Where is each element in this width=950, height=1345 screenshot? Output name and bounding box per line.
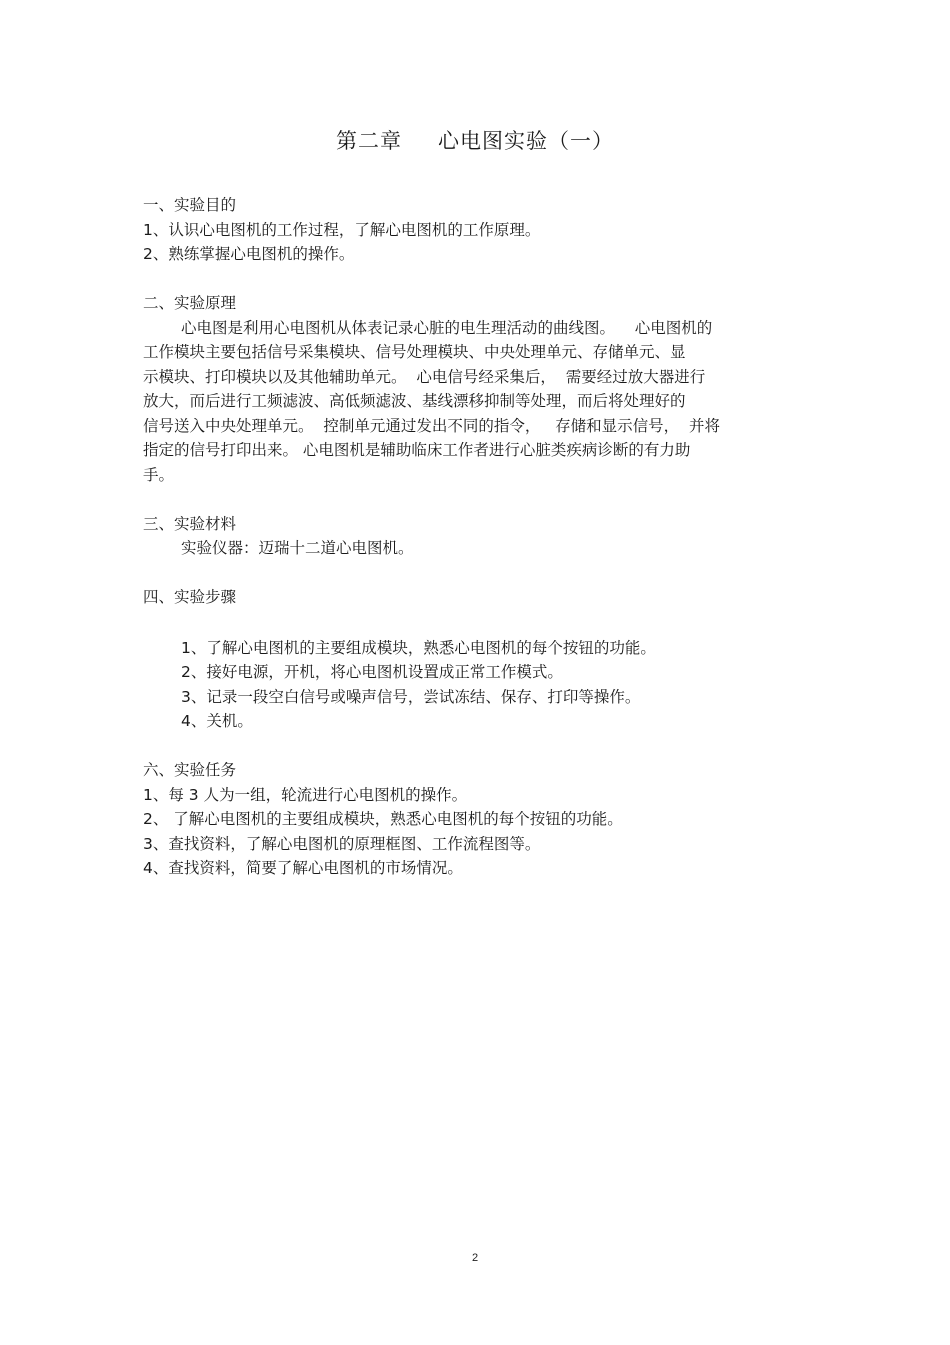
principle-line: 信号送入中央处理单元。 控制单元通过发出不同的指令， 存储和显示信号， 并将 — [143, 416, 720, 435]
principle-line: 手。 — [143, 465, 175, 484]
section-heading-principle: 二、实验原理 — [143, 294, 237, 312]
section-heading-materials: 三、实验材料 — [143, 514, 237, 533]
principle-line: 指定的信号打印出来。 心电图机是辅助临床工作者进行心脏类疾病诊断的有力助 — [143, 441, 691, 459]
principle-line: 工作模块主要包括信号采集模块、信号处理模块、中央处理单元、存储单元、显 — [143, 343, 686, 361]
materials-line: 实验仪器：迈瑞十二道心电图机。 — [181, 539, 414, 557]
page-number: 2 — [471, 1252, 479, 1264]
principle-line: 示模块、打印模块以及其他辅助单元。 心电信号经采集后， 需要经过放大器进行 — [143, 367, 706, 386]
principle-line: 放大，而后进行工频滤波、高低频滤波、基线漂移抑制等处理，而后将处理好的 — [143, 392, 686, 410]
section-heading-steps: 四、实验步骤 — [143, 588, 237, 606]
chapter-name: 心电图实验（一） — [438, 129, 614, 153]
task-item: 1、每 3 人为一组，轮流进行心电图机的操作。 — [143, 785, 468, 804]
purpose-item: 1、认识心电图机的工作过程，了解心电图机的工作原理。 — [143, 220, 541, 239]
section-heading-tasks: 六、实验任务 — [143, 761, 237, 779]
chapter-label: 第二章 — [336, 129, 402, 153]
step-item: 1、了解心电图机的主要组成模块，熟悉心电图机的每个按钮的功能。 — [181, 638, 656, 657]
document-body — [143, 193, 823, 881]
step-item: 2、接好电源，开机，将心电图机设置成正常工作模式。 — [181, 663, 563, 681]
section-heading-purpose: 一、实验目的 — [143, 196, 237, 214]
principle-line: 心电图是利用心电图机从体表记录心脏的电生理活动的曲线图。 心电图机的 — [181, 318, 713, 337]
task-item: 2、 了解心电图机的主要组成模块，熟悉心电图机的每个按钮的功能。 — [143, 810, 623, 828]
page-title — [0, 127, 950, 155]
step-item: 3、记录一段空白信号或噪声信号，尝试冻结、保存、打印等操作。 — [181, 687, 641, 706]
task-item: 4、查找资料，简要了解心电图机的市场情况。 — [143, 859, 463, 877]
task-item: 3、查找资料，了解心电图机的原理框图、工作流程图等。 — [143, 834, 541, 853]
purpose-item: 2、熟练掌握心电图机的操作。 — [143, 245, 355, 263]
step-item: 4、关机。 — [181, 712, 253, 730]
